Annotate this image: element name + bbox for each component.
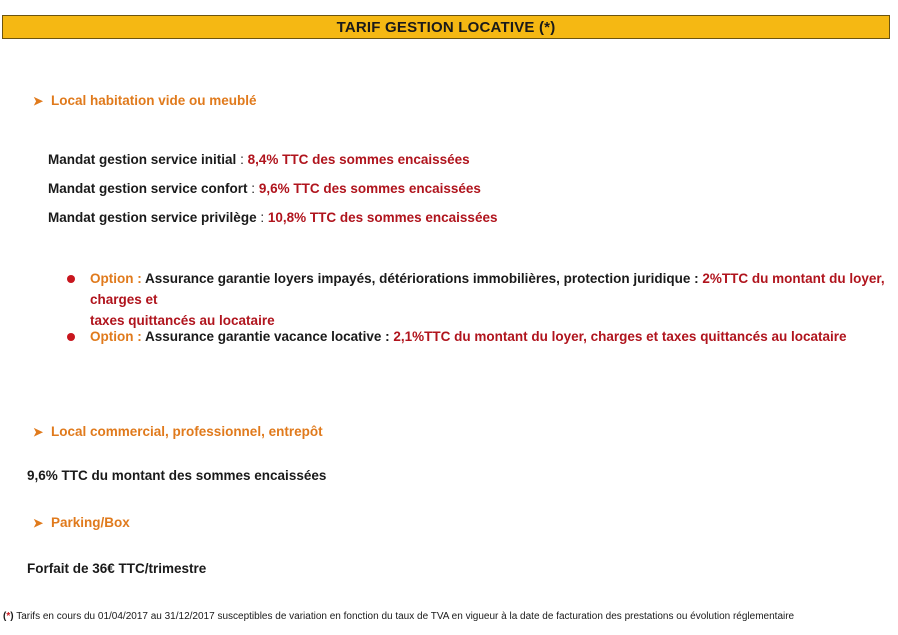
arrow-right-icon: ➤ [33,93,44,108]
commercial-tarif: 9,6% TTC du montant des sommes encaissées [27,468,327,483]
bullet-icon [67,275,75,283]
title-banner [2,15,890,39]
bullet-icon [67,333,75,341]
mandat-privilege: Mandat gestion service privilège : 10,8% TTC des sommes encaissées [48,210,498,225]
footnote: (*) Tarifs en cours du 01/04/2017 au 31/12/2017 susceptibles de variation en fonction du taux de TVA en vigueur à la date de facturation des prestations ou évolution réglementaire [3,611,795,622]
option-loyers-impayes: Option : Assurance garantie loyers impayés, détériorations immobilières, protection juridique : 2%TTC du montant du loyer, charges et taxes quittancés au locataire [90,271,885,328]
mandat-initial: Mandat gestion service initial : 8,4% TTC des sommes encaissées [48,152,470,167]
parking-tarif: Forfait de 36€ TTC/trimestre [27,561,207,576]
section-habitation-title: ➤ Local habitation vide ou meublé [33,93,257,108]
arrow-right-icon: ➤ [33,424,44,439]
section-commercial-title: ➤ Local commercial, professionnel, entrepôt [33,424,323,439]
section-parking-title: ➤ Parking/Box [33,515,130,530]
mandat-confort: Mandat gestion service confort : 9,6% TTC des sommes encaissées [48,181,481,196]
arrow-right-icon: ➤ [33,515,44,530]
option-vacance-locative: Option : Assurance garantie vacance locative : 2,1%TTC du montant du loyer, charges et taxes quittancés au locataire [90,329,847,344]
page-title: TARIF GESTION LOCATIVE (*) [336,18,556,36]
footnote-mark: (*) [3,611,14,622]
